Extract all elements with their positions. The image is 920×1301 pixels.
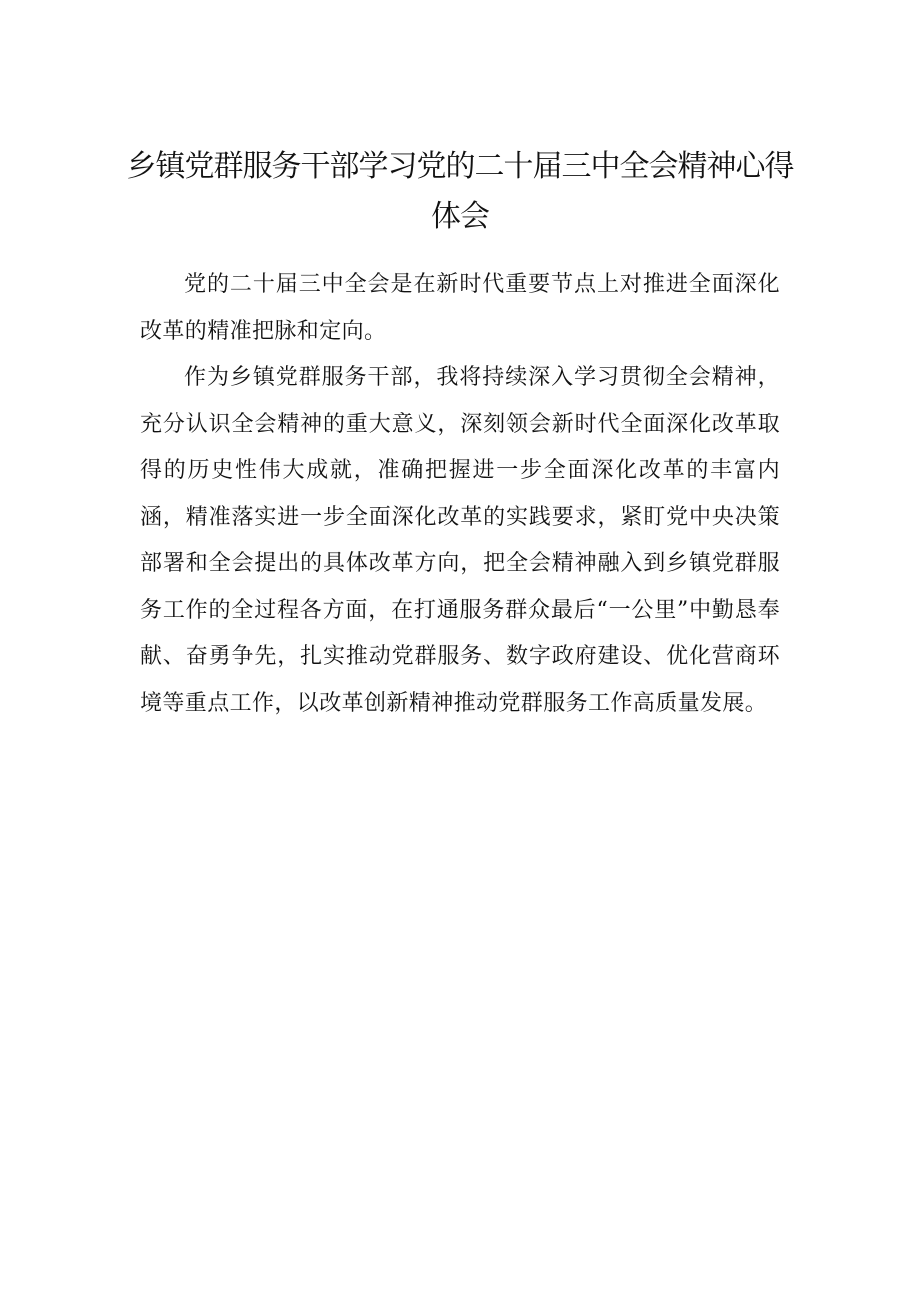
paragraph-commitment: 作为乡镇党群服务干部，我将持续深入学习贯彻全会精神，充分认识全会精神的重大意义，深刻领会新时代全面深化改革取得的历史性伟大成就，准确把握进一步全面深化改革的丰富内涵，精准落实进一步全面深化改革的实践要求，紧盯党中央决策部署和全会提出的具体改革方向，把全会精神融入到乡镇党群服务工作的全过程各方面，在打通服务群众最后“一公里”中勤恳奉献、奋勇争先，扎实推动党群服务、数字政府建设、优化营商环境等重点工作，以改革创新精神推动党群服务工作高质量发展。 (140, 365, 780, 716)
document-title: 乡镇党群服务干部学习党的二十届三中全会精神心得体会 (126, 149, 794, 234)
paragraph-intro: 党的二十届三中全会是在新时代重要节点上对推进全面深化改革的精准把脉和定向。 (140, 272, 780, 344)
document-body (140, 262, 780, 727)
